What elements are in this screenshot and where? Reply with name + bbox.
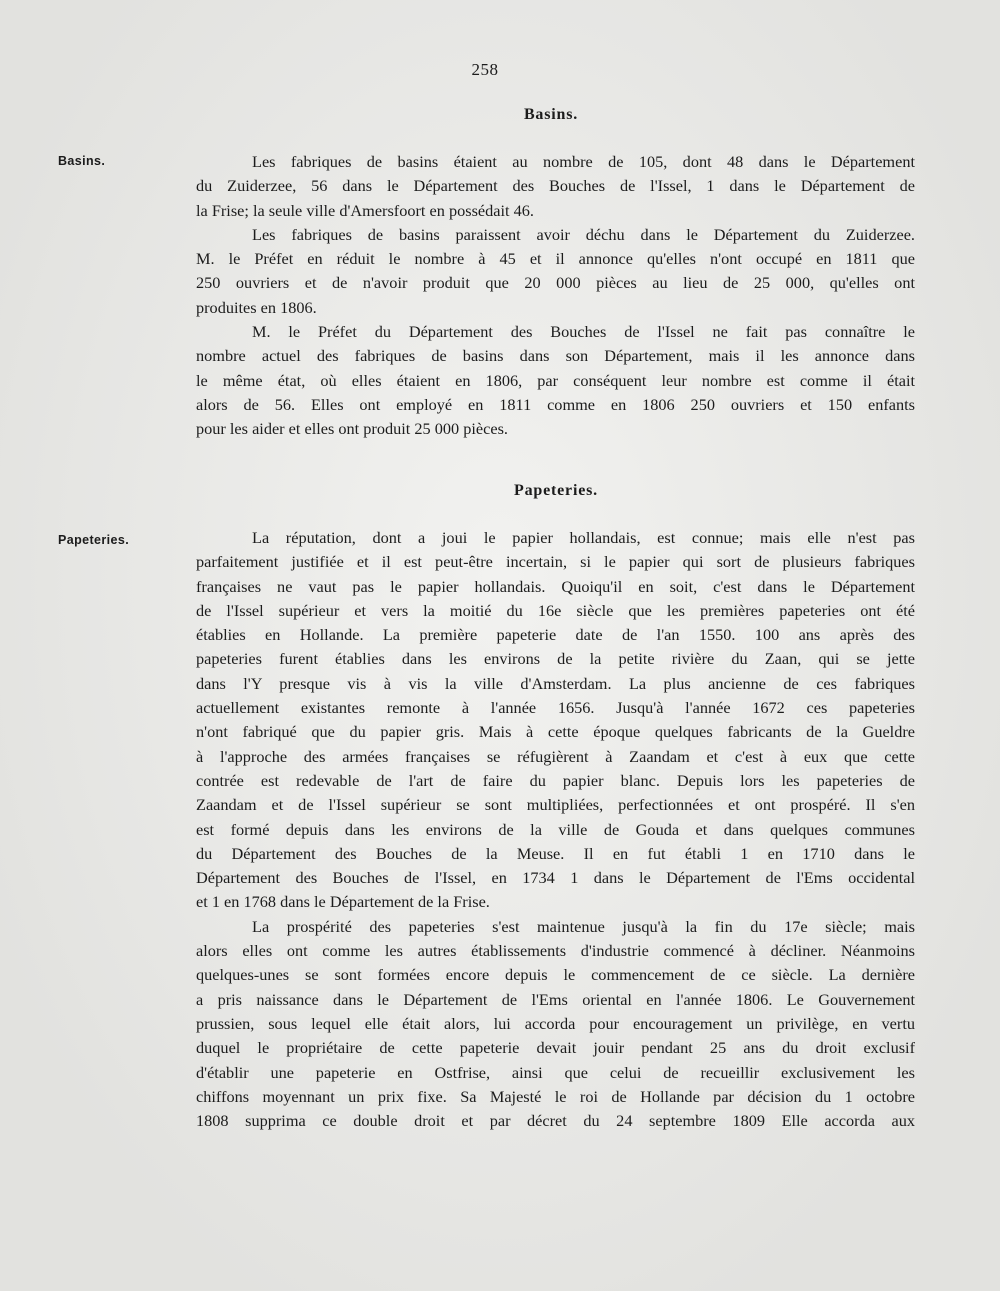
margin-note-basins: Basins. [58, 154, 106, 168]
text-line: duquel le propriétaire de cette papeterie devait jouir pendant 25 ans du droit exclusif [196, 1038, 915, 1058]
text-line: La réputation, dont a joui le papier hollandais, est connue; mais elle n'est pas [252, 528, 915, 547]
text-line: dans l'Y presque vis à vis la ville d'Amsterdam. La plus ancienne de ces fabriques [196, 673, 915, 693]
text-line: de l'Issel supérieur et vers la moitié du 16e siècle que les premières papeteries ont été [196, 600, 915, 620]
text-line: chiffons moyennant un prix fixe. Sa Majesté le roi de Hollande par décision du 1 octobre [196, 1086, 915, 1106]
text-line: Zaandam et de l'Issel supérieur se sont multipliées, perfectionnées et ont prospéré. Il s'en [196, 795, 915, 815]
text-line: françaises ne vaut pas le papier hollandais. Quoiqu'il en soit, c'est dans le Département [196, 576, 915, 596]
text-line: le même état, où elles étaient en 1806, par conséquent leur nombre est comme il était [196, 370, 915, 390]
text-line: du Département des Bouches de la Meuse. Il en fut établi 1 en 1710 dans le [196, 843, 915, 863]
text-line: 1808 supprima ce double droit et par décret du 24 septembre 1809 Elle accorda aux [196, 1111, 915, 1131]
text-line: M. le Préfet en réduit le nombre à 45 et il annonce qu'elles n'ont occupé en 1811 que [196, 249, 915, 269]
text-line: M. le Préfet du Département des Bouches de l'Issel ne fait pas connaître le [252, 322, 915, 342]
text-line: quelques-unes se sont formées encore depuis le commencement de ce siècle. La dernière [196, 965, 915, 985]
margin-note-papeteries: Papeteries. [58, 533, 130, 547]
text-line: La prospérité des papeteries s'est maintenue jusqu'à la fin du 17e siècle; mais [252, 916, 915, 936]
text-line: à l'approche des armées françaises se réfugièrent à Zaandam et c'est à eux que cette [196, 746, 915, 766]
text-line: établies en Hollande. La première papeterie date de l'an 1550. 100 ans après des [196, 625, 915, 645]
text-line: est formé depuis dans les environs de la ville de Gouda et dans quelques communes [196, 819, 915, 839]
section-heading-papeteries: Papeteries. [514, 482, 598, 499]
text-line: et 1 en 1768 dans le Département de la Frise. [196, 892, 490, 912]
page-number: 258 [471, 60, 499, 79]
text-line: alors elles ont comme les autres établissements d'industrie commencé à décliner. Néanmoins [196, 941, 915, 961]
section-heading-basins: Basins. [523, 106, 579, 123]
text-line: pour les aider et elles ont produit 25 000 pièces. [196, 419, 508, 439]
text-line: nombre actuel des fabriques de basins dans son Département, mais il les annonce dans [196, 346, 915, 366]
text-line: Département des Bouches de l'Issel, en 1734 1 dans le Département de l'Ems occidental [196, 868, 915, 888]
section-body-basins [196, 150, 915, 442]
text-line: papeteries furent établies dans les environs de la petite rivière du Zaan, qui se jette [196, 649, 915, 669]
text-line: 250 ouvriers et de n'avoir produit que 20 000 pièces au lieu de 25 000, qu'elles ont [196, 273, 915, 293]
section-body-papeteries [196, 526, 915, 1133]
text-line: d'établir une papeterie en Ostfrise, ainsi que celui de recueillir exclusivement les [196, 1062, 915, 1082]
text-line: du Zuiderzee, 56 dans le Département des Bouches de l'Issel, 1 dans le Département de [196, 176, 915, 196]
text-line: produites en 1806. [196, 297, 317, 317]
text-line: actuellement existantes remonte à l'année 1656. Jusqu'à l'année 1672 ces papeteries [196, 698, 915, 718]
text-line: parfaitement justifiée et il est peut-être incertain, si le papier qui sort de plusieurs fabriques [196, 552, 915, 572]
text-line: a pris naissance dans le Département de l'Ems oriental en l'année 1806. Le Gouvernement [196, 989, 915, 1009]
text-line: n'ont fabriqué que du papier gris. Mais à cette époque quelques fabricants de la Gueldre [196, 722, 915, 742]
text-line: alors de 56. Elles ont employé en 1811 comme en 1806 250 ouvriers et 150 enfants [196, 394, 915, 414]
text-line: contrée est redevable de l'art de faire du papier blanc. Depuis lors les papeteries de [196, 770, 915, 790]
text-line: Les fabriques de basins étaient au nombre de 105, dont 48 dans le Département [252, 152, 915, 171]
text-line: Les fabriques de basins paraissent avoir déchu dans le Département du Zuiderzee. [252, 224, 915, 244]
text-line: prussien, sous lequel elle était alors, lui accorda pour encouragement un privilège, en vertu [196, 1013, 915, 1033]
text-line: la Frise; la seule ville d'Amersfoort en possédait 46. [196, 200, 534, 220]
